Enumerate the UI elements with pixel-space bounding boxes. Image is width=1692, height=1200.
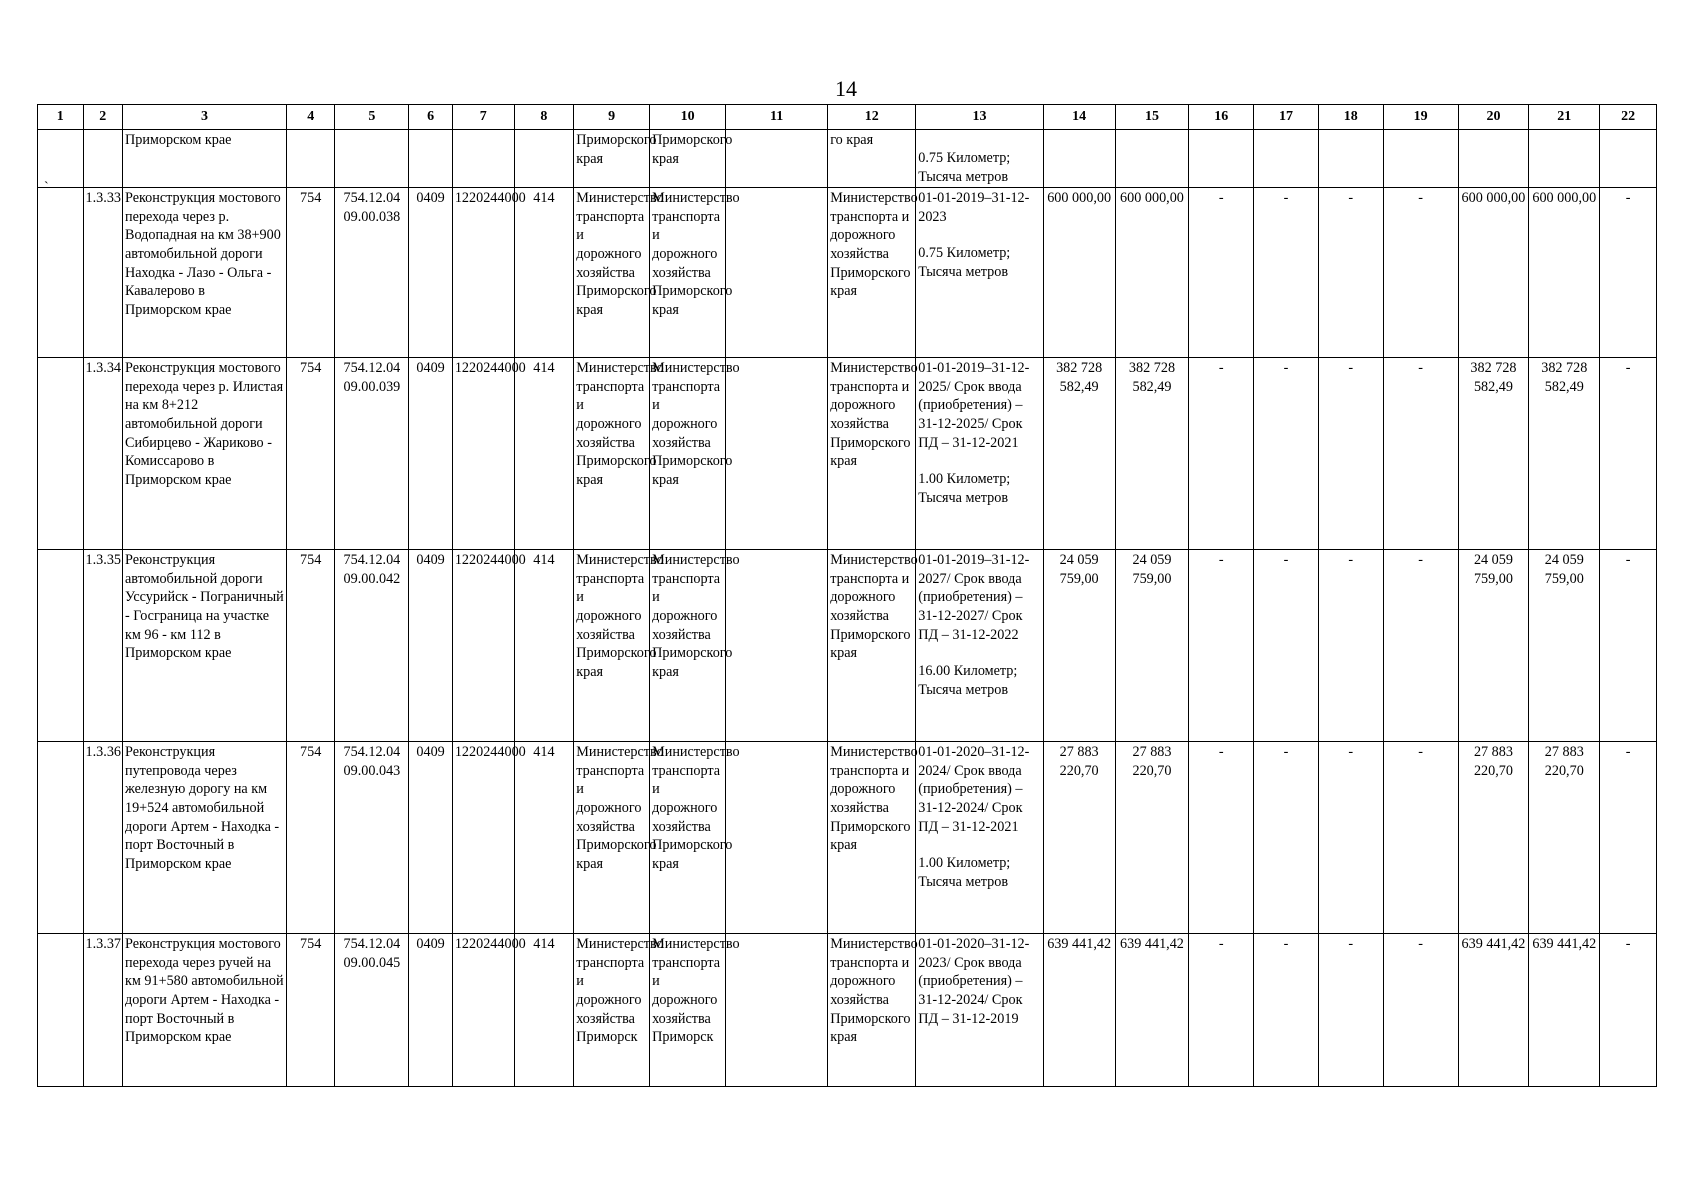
period-text: 01-01-2020–31-12-2023/ Срок ввода (приобретения) – 31-12-2024/ Срок ПД – 31-12-2019 — [918, 936, 1030, 1027]
col-header: 1 — [38, 105, 84, 130]
cell-amount: - — [1189, 934, 1254, 1087]
col-header: 7 — [452, 105, 514, 130]
cell-code: 754 — [286, 188, 335, 358]
cell-period — [916, 934, 1043, 1087]
col-header: 5 — [335, 105, 409, 130]
cell-code: 754.12.04 09.00.043 — [335, 742, 409, 934]
cell — [1383, 130, 1458, 188]
capacity-text: 1.00 Километр; Тысяча метров — [918, 855, 1011, 890]
cell-name: Реконструкция мостового перехода через р. Водопадная на км 38+900 автомобильной дороги Находка - Лазо - Ольга - Кавалерово в Приморском крае — [122, 188, 286, 358]
col-header: 21 — [1529, 105, 1600, 130]
cell-responsible: Министерство транспорта и дорожного хозяйства Приморского края — [828, 358, 916, 550]
cell — [38, 358, 84, 550]
cell — [38, 550, 84, 742]
cell — [38, 188, 84, 358]
cell-code: 754.12.04 09.00.042 — [335, 550, 409, 742]
budget-table — [37, 104, 1657, 1087]
cell — [1115, 130, 1189, 188]
header-row — [38, 105, 1657, 130]
cell-amount: - — [1600, 742, 1657, 934]
col-header: 16 — [1189, 105, 1254, 130]
cell-amount: 382 728 582,49 — [1529, 358, 1600, 550]
cell-amount: 24 059 759,00 — [1115, 550, 1189, 742]
cell — [409, 130, 453, 188]
cell-code: 754 — [286, 934, 335, 1087]
col-header: 22 — [1600, 105, 1657, 130]
cell-amount: 24 059 759,00 — [1458, 550, 1529, 742]
period-text: 01-01-2019–31-12-2027/ Срок ввода (приобретения) – 31-12-2027/ Срок ПД – 31-12-2022 — [918, 552, 1030, 643]
cell-amount: - — [1254, 188, 1319, 358]
cell-amount: - — [1318, 358, 1383, 550]
cell — [286, 130, 335, 188]
col-header: 12 — [828, 105, 916, 130]
cell-id: 1.3.35 — [83, 550, 122, 742]
page-number: 14 — [835, 76, 857, 101]
capacity-text: 0.75 Километр; Тысяча метров — [918, 150, 1011, 185]
cell-code: 1220244000 — [452, 550, 514, 742]
cell-amount: - — [1600, 934, 1657, 1087]
cell-responsible: Министерство транспорта и дорожного хозяйства Приморского края — [828, 742, 916, 934]
cell — [1318, 130, 1383, 188]
cell-customer: Министерство транспорта и дорожного хозяйства Приморского края — [574, 188, 650, 358]
cell — [1458, 130, 1529, 188]
cell-amount: 639 441,42 — [1458, 934, 1529, 1087]
cell-responsible: Министерство транспорта и дорожного хозяйства Приморского края — [828, 550, 916, 742]
cell — [1254, 130, 1319, 188]
col-header: 2 — [83, 105, 122, 130]
period-text: 01-01-2020–31-12-2024/ Срок ввода (приобретения) – 31-12-2024/ Срок ПД – 31-12-2021 — [918, 744, 1030, 835]
cell-customer: Министерство транспорта и дорожного хозяйства Приморск — [574, 934, 650, 1087]
col-header: 11 — [726, 105, 828, 130]
capacity-text: 1.00 Километр; Тысяча метров — [918, 471, 1011, 506]
cell-amount: 27 883 220,70 — [1529, 742, 1600, 934]
col-header: 9 — [574, 105, 650, 130]
col-header: 18 — [1318, 105, 1383, 130]
cell-developer: Министерство транспорта и дорожного хозяйства Приморского края — [650, 742, 726, 934]
cell-amount: 27 883 220,70 — [1458, 742, 1529, 934]
cell-amount: - — [1600, 550, 1657, 742]
cell-id: 1.3.33 — [83, 188, 122, 358]
table-row — [38, 742, 1657, 934]
cell-amount: 639 441,42 — [1115, 934, 1189, 1087]
cell-id: 1.3.36 — [83, 742, 122, 934]
stray-mark: ` — [44, 180, 49, 195]
cell-amount: 24 059 759,00 — [1043, 550, 1115, 742]
period-text: 01-01-2019–31-12-2023 — [918, 190, 1030, 225]
cell-code: 414 — [514, 550, 574, 742]
cell — [38, 742, 84, 934]
table-row — [38, 358, 1657, 550]
col-header: 8 — [514, 105, 574, 130]
cell — [514, 130, 574, 188]
cell-code: 1220244000 — [452, 742, 514, 934]
cell-customer: Приморского края — [574, 130, 650, 188]
cell-code: 414 — [514, 934, 574, 1087]
cell — [335, 130, 409, 188]
col-header: 10 — [650, 105, 726, 130]
cell-amount: 382 728 582,49 — [1115, 358, 1189, 550]
cell-name: Реконструкция автомобильной дороги Уссурийск - Пограничный - Госграница на участке км 96 - км 112 в Приморском крае — [122, 550, 286, 742]
cell — [726, 358, 828, 550]
cell-amount: - — [1189, 358, 1254, 550]
cell-id: 1.3.34 — [83, 358, 122, 550]
cell-name: Реконструкция путепровода через железную дорогу на км 19+524 автомобильной дороги Артем - Находка - порт Восточный в Приморском крае — [122, 742, 286, 934]
cell-amount: - — [1318, 742, 1383, 934]
cell-amount: - — [1254, 358, 1319, 550]
cell-code: 754 — [286, 358, 335, 550]
cell-responsible: Министерство транспорта и дорожного хозяйства Приморского края — [828, 188, 916, 358]
cell — [452, 130, 514, 188]
col-header: 13 — [916, 105, 1043, 130]
cell-amount: 24 059 759,00 — [1529, 550, 1600, 742]
cell-name: Реконструкция мостового перехода через р. Илистая на км 8+212 автомобильной дороги Сибирцево - Жариково - Комиссарово в Приморском крае — [122, 358, 286, 550]
cell-amount: - — [1189, 550, 1254, 742]
cell-amount: - — [1383, 358, 1458, 550]
table-row-continuation — [38, 130, 1657, 188]
cell-amount: 600 000,00 — [1043, 188, 1115, 358]
col-header: 20 — [1458, 105, 1529, 130]
cell — [726, 188, 828, 358]
cell-amount: - — [1383, 188, 1458, 358]
cell-amount: - — [1189, 742, 1254, 934]
cell-amount: - — [1383, 550, 1458, 742]
cell — [38, 934, 84, 1087]
col-header: 14 — [1043, 105, 1115, 130]
cell-amount: 639 441,42 — [1043, 934, 1115, 1087]
cell-amount: - — [1254, 550, 1319, 742]
cell — [83, 130, 122, 188]
table-row — [38, 188, 1657, 358]
cell-code: 414 — [514, 188, 574, 358]
cell-period — [916, 742, 1043, 934]
cell-amount: - — [1318, 550, 1383, 742]
cell-amount: - — [1383, 742, 1458, 934]
cell — [726, 550, 828, 742]
cell-amount: - — [1318, 934, 1383, 1087]
cell-code: 754 — [286, 742, 335, 934]
col-header: 6 — [409, 105, 453, 130]
cell-customer: Министерство транспорта и дорожного хозяйства Приморского края — [574, 742, 650, 934]
cell-id: 1.3.37 — [83, 934, 122, 1087]
cell-amount: 382 728 582,49 — [1043, 358, 1115, 550]
cell-code: 754.12.04 09.00.038 — [335, 188, 409, 358]
cell-code: 0409 — [409, 358, 453, 550]
cell — [1043, 130, 1115, 188]
cell-period — [916, 358, 1043, 550]
cell-code: 754.12.04 09.00.045 — [335, 934, 409, 1087]
cell-developer: Министерство транспорта и дорожного хозяйства Приморского края — [650, 550, 726, 742]
capacity-text: 16.00 Километр; Тысяча метров — [918, 663, 1018, 698]
cell-amount: 639 441,42 — [1529, 934, 1600, 1087]
cell — [1189, 130, 1254, 188]
cell — [726, 130, 828, 188]
cell — [726, 934, 828, 1087]
cell-code: 1220244000 — [452, 358, 514, 550]
cell-code: 0409 — [409, 188, 453, 358]
table-row — [38, 934, 1657, 1087]
col-header: 4 — [286, 105, 335, 130]
cell-amount: 600 000,00 — [1529, 188, 1600, 358]
col-header: 19 — [1383, 105, 1458, 130]
cell-customer: Министерство транспорта и дорожного хозяйства Приморского края — [574, 550, 650, 742]
cell-amount: - — [1600, 188, 1657, 358]
cell-amount: - — [1189, 188, 1254, 358]
cell-responsible: Министерство транспорта и дорожного хозяйства Приморского края — [828, 934, 916, 1087]
cell-amount: - — [1318, 188, 1383, 358]
cell-period — [916, 550, 1043, 742]
cell-code: 1220244000 — [452, 934, 514, 1087]
cell-amount: - — [1254, 934, 1319, 1087]
period-text: 01-01-2019–31-12-2025/ Срок ввода (приобретения) – 31-12-2025/ Срок ПД – 31-12-2021 — [918, 360, 1030, 451]
cell — [1529, 130, 1600, 188]
cell-developer: Министерство транспорта и дорожного хозяйства Приморского края — [650, 358, 726, 550]
cell-name: Приморском крае — [122, 130, 286, 188]
cell-developer: Приморского края — [650, 130, 726, 188]
cell-code: 754 — [286, 550, 335, 742]
cell — [1600, 130, 1657, 188]
cell-developer: Министерство транспорта и дорожного хозяйства Приморск — [650, 934, 726, 1087]
cell-amount: 600 000,00 — [1115, 188, 1189, 358]
cell-code: 0409 — [409, 934, 453, 1087]
cell-code: 414 — [514, 358, 574, 550]
cell-code: 1220244000 — [452, 188, 514, 358]
table-row — [38, 550, 1657, 742]
cell-code: 0409 — [409, 742, 453, 934]
cell-amount: - — [1600, 358, 1657, 550]
cell-period — [916, 188, 1043, 358]
cell-code: 0409 — [409, 550, 453, 742]
cell-customer: Министерство транспорта и дорожного хозяйства Приморского края — [574, 358, 650, 550]
cell-developer: Министерство транспорта и дорожного хозяйства Приморского края — [650, 188, 726, 358]
capacity-text: 0.75 Километр; Тысяча метров — [918, 245, 1011, 280]
cell — [38, 130, 84, 188]
cell-amount: 27 883 220,70 — [1043, 742, 1115, 934]
cell-code: 754.12.04 09.00.039 — [335, 358, 409, 550]
cell-amount: 27 883 220,70 — [1115, 742, 1189, 934]
cell-amount: - — [1383, 934, 1458, 1087]
col-header: 17 — [1254, 105, 1319, 130]
cell-responsible: го края — [828, 130, 916, 188]
cell-amount: - — [1254, 742, 1319, 934]
cell-code: 414 — [514, 742, 574, 934]
cell-amount: 600 000,00 — [1458, 188, 1529, 358]
col-header: 3 — [122, 105, 286, 130]
cell-period — [916, 130, 1043, 188]
col-header: 15 — [1115, 105, 1189, 130]
cell-amount: 382 728 582,49 — [1458, 358, 1529, 550]
cell — [726, 742, 828, 934]
cell-name: Реконструкция мостового перехода через ручей на км 91+580 автомобильной дороги Артем - Находка - порт Восточный в Приморском крае — [122, 934, 286, 1087]
